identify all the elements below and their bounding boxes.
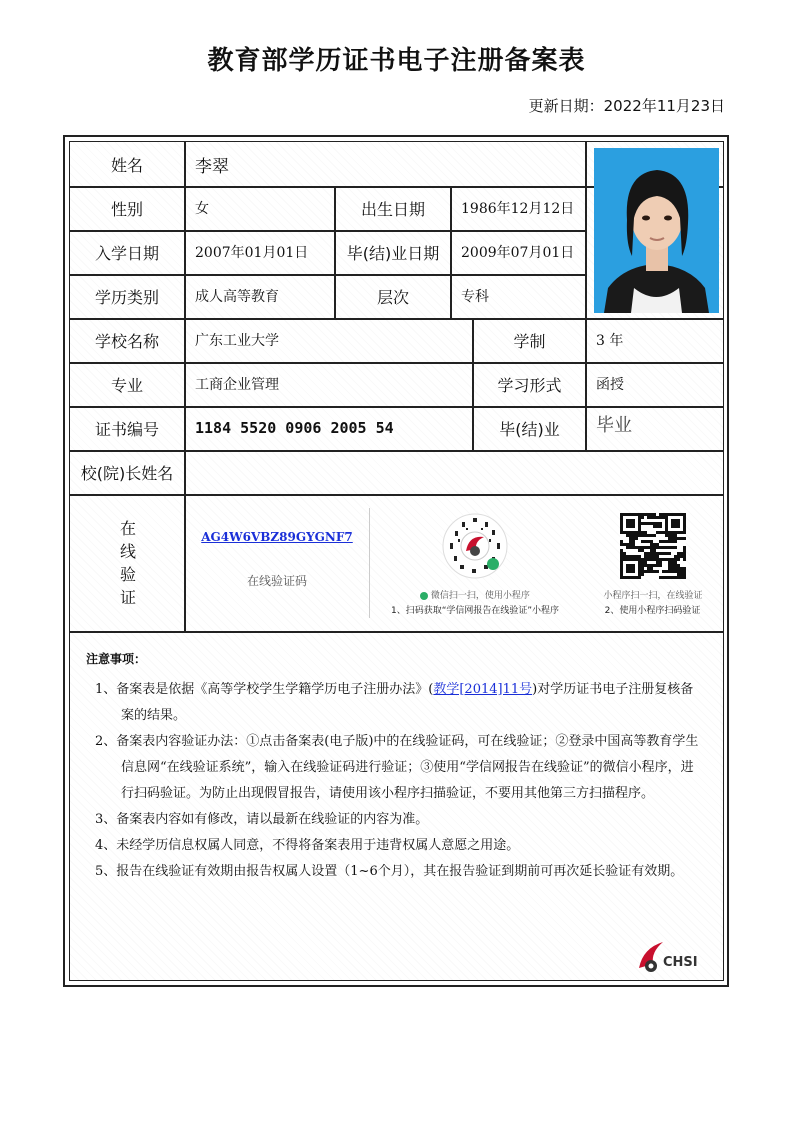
notice-item [86, 677, 706, 729]
notice-item-number: 2、 [95, 734, 117, 749]
study-form-value: 函授 [596, 377, 624, 393]
major-label: 专业 [110, 375, 143, 395]
notice-item-text: 报告在线验证有效期由报告权属人设置（1~6个月），其在报告验证到期前可再次延长验证有效期。 [116, 864, 684, 879]
wechat-scan-note [400, 588, 550, 601]
duration-label: 学制 [513, 331, 546, 351]
certificate-number-value: 1184 5520 0906 2005 54 [195, 419, 394, 437]
notice-item [86, 833, 706, 859]
step-two-text: 2、使用小程序扫码验证 [604, 606, 701, 616]
birth-date-value: 1986年12月12日 [461, 201, 575, 217]
notice-item-text: 未经学历信息权属人同意，不得将备案表用于违背权属人意愿之用途。 [116, 838, 520, 853]
page-title: 教育部学历证书电子注册备案表 [207, 46, 586, 76]
notice-item-text: 备案表内容如有修改，请以最新在线验证的内容为准。 [116, 812, 429, 827]
notice-item-number: 3、 [95, 812, 117, 827]
graduation-date-value: 2009年07月01日 [461, 245, 575, 261]
enroll-date-label: 入学日期 [94, 243, 159, 263]
major-value: 工商企业管理 [195, 377, 279, 393]
qr-code-icon[interactable] [620, 513, 686, 579]
school-name-label: 学校名称 [94, 331, 159, 351]
degree-type-label: 学历类别 [94, 287, 159, 307]
wechat-note-text: 微信扫一扫，使用小程序 [430, 591, 530, 601]
verify-char: 证 [119, 588, 136, 607]
notice-item-text: 备案表是依据《高等学校学生学籍学历电子注册办法》( [116, 682, 434, 697]
notice-item-number: 1、 [95, 682, 117, 697]
wechat-icon [420, 592, 428, 600]
notice-list [86, 677, 706, 885]
level-value: 专科 [461, 289, 489, 305]
notice-item-text: )对学历证书电子注册复核备案的结果。 [121, 682, 694, 723]
duration-value: 3 年 [596, 333, 624, 349]
study-form-label: 学习形式 [497, 375, 562, 395]
mini-program-scan-note: 小程序扫一扫，在线验证 [603, 591, 703, 601]
notice-item [86, 859, 706, 885]
graduation-status-value: 毕业 [596, 415, 632, 436]
graduation-status-label: 毕(结)业 [499, 419, 560, 439]
notice-item [86, 807, 706, 833]
president-name-label: 校(院)长姓名 [80, 463, 174, 483]
verify-char: 线 [119, 542, 136, 561]
step-one-text: 1、扫码获取“学信网报告在线验证”小程序 [390, 606, 560, 616]
president-name-value [186, 450, 724, 494]
record-table [69, 141, 724, 981]
school-name-value: 广东工业大学 [195, 333, 279, 349]
certificate-number-label: 证书编号 [94, 419, 159, 439]
gender-value: 女 [195, 201, 209, 217]
regulation-link[interactable]: 教学[2014]11号 [433, 682, 533, 697]
chsi-logo-text: CHSI [663, 955, 698, 970]
notice-heading: 注意事项： [86, 652, 147, 666]
update-date: 更新日期：2022年11月23日 [528, 97, 725, 115]
chsi-logo [637, 938, 707, 974]
degree-type-value: 成人高等教育 [195, 289, 279, 305]
level-label: 层次 [376, 287, 409, 307]
verify-code-link[interactable]: AG4W6VBZ89GYGNF7 [201, 530, 353, 544]
notice-item [86, 729, 706, 807]
notice-item-number: 5、 [95, 864, 117, 879]
verify-char: 在 [119, 519, 136, 538]
mini-program-code-icon[interactable] [442, 513, 508, 579]
birth-date-label: 出生日期 [360, 199, 425, 219]
name-value: 李翠 [195, 156, 229, 177]
gender-label: 性别 [110, 199, 143, 219]
verify-char: 验 [119, 565, 136, 584]
verify-divider [369, 508, 370, 618]
enroll-date-value: 2007年01月01日 [195, 245, 309, 261]
verify-code-caption: 在线验证码 [246, 574, 307, 588]
student-photo [594, 148, 719, 313]
online-verify-label [70, 496, 186, 630]
notice-item-number: 4、 [95, 838, 117, 853]
graduation-date-label: 毕(结)业日期 [346, 243, 440, 263]
name-label: 姓名 [110, 155, 143, 175]
notice-item-text: 备案表内容验证办法：①点击备案表(电子版)中的在线验证码，可在线验证；②登录中国高等教育学生信息网“在线验证系统”，输入在线验证码进行验证；③使用“学信网报告在线验证”的微信小程序，进行扫码验证。为防止出现假冒报告，请使用该小程序扫描验证，不要用其他第三方扫描程序。 [116, 734, 699, 801]
notice-section [86, 650, 706, 885]
